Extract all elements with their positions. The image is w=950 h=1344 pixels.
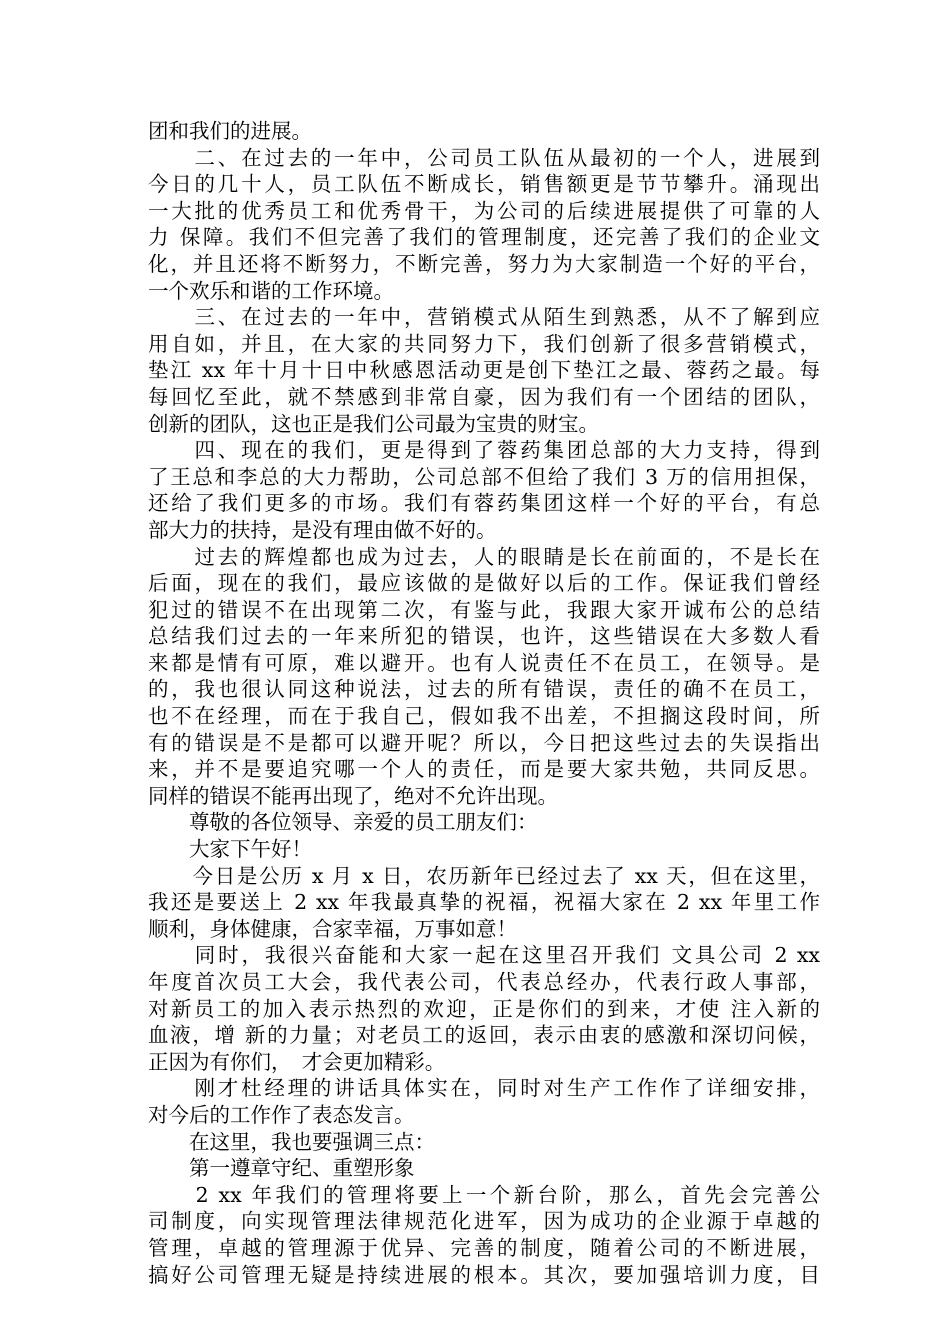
text-line: 司制度，向实现管理法律规范化进军，因为成功的企业源于卓越的 (148, 1209, 820, 1234)
text-line: 部大力的扶持，是没有理由做不好的。 (148, 517, 497, 542)
text-line: 对新员工的加入表示热烈的欢迎，正是你们的到来，才使 注入新的 (148, 996, 820, 1021)
text-line: 犯过的错误不在出现第二次，有鉴与此，我跟大家开诚布公的总结 (148, 597, 820, 622)
text-line: 今日是公历 x 月 x 日，农历新年已经过去了 xx 天，但在这里， (148, 863, 820, 888)
text-line: 我还是要送上 2 xx 年我最真挚的祝福，祝福大家在 2 xx 年里工作 (148, 890, 820, 915)
text-line: 用自如，并且，在大家的共同努力下，我们创新了很多营销模式， (148, 331, 820, 356)
text-line: 过去的辉煌都也成为过去，人的眼睛是长在前面的，不是长在 (148, 544, 820, 569)
text-line: 管理，卓越的管理源于优异、完善的制度，随着公司的不断进展， (148, 1235, 820, 1260)
text-line: 三、在过去的一年中，营销模式从陌生到熟悉，从不了解到应 (148, 305, 820, 330)
text-line: 也不在经理，而在于我自己，假如我不出差，不担搁这段时间，所 (148, 704, 820, 729)
text-line: 尊敬的各位领导、亲爱的员工朋友们： (148, 810, 538, 835)
text-line: 的，我也很认同这种说法，过去的所有错误，责任的确不在员工， (148, 677, 820, 702)
text-line: 后面，现在的我们，最应该做的是做好以后的工作。保证我们曾经 (148, 571, 820, 596)
text-line: 创新的团队，这也正是我们公司最为宝贵的财宝。 (148, 411, 599, 436)
text-line: 总结我们过去的一年来所犯的错误，也许，这些错误在大多数人看 (148, 624, 820, 649)
text-line: 垫江 xx 年十月十日中秋感恩活动更是创下垫江之最、蓉药之最。每 (148, 358, 820, 383)
text-line: 来都是情有可原，难以避开。也有人说责任不在员工，在领导。是 (148, 650, 820, 675)
text-line: 大家下午好！ (148, 837, 312, 862)
text-line: 2 xx 年我们的管理将要上一个新台阶，那么，首先会完善公 (148, 1182, 820, 1207)
text-line: 一大批的优秀员工和优秀骨干，为公司的后续进展提供了可靠的人 (148, 198, 820, 223)
text-line: 正因为有你们， 才会更加精彩。 (148, 1049, 446, 1074)
text-line: 二、在过去的一年中，公司员工队伍从最初的一个人，进展到 (148, 145, 820, 170)
text-line: 了王总和李总的大力帮助，公司总部不但给了我们 3 万的信用担保， (148, 464, 820, 489)
text-line: 在这里，我也要强调三点： (148, 1129, 435, 1154)
text-line: 今日的几十人，员工队伍不断成长，销售额更是节节攀升。涌现出 (148, 172, 820, 197)
text-line: 还给了我们更多的市场。我们有蓉药集团这样一个好的平台，有总 (148, 491, 820, 516)
document-body (148, 118, 820, 1288)
text-line: 团和我们的进展。 (148, 119, 312, 143)
text-line: 搞好公司管理无疑是持续进展的根本。其次，要加强培训力度，目 (148, 1262, 820, 1287)
text-line: 同时，我很兴奋能和大家一起在这里召开我们 文具公司 2 xx (148, 943, 820, 968)
text-line: 化，并且还将不断努力，不断完善，努力为大家制造一个好的平台， (148, 251, 820, 276)
text-line: 顺利，身体健康，合家幸福，万事如意！ (148, 916, 517, 941)
text-line: 来，并不是要追究哪一个人的责任，而是要大家共勉，共同反思。 (148, 757, 820, 782)
text-line: 力 保障。我们不但完善了我们的管理制度，还完善了我们的企业文 (148, 225, 820, 250)
text-line: 第一遵章守纪、重塑形象 (148, 1156, 415, 1181)
text-line: 对今后的工作作了表态发言。 (148, 1102, 415, 1127)
text-line: 四、现在的我们，更是得到了蓉药集团总部的大力支持，得到 (148, 438, 820, 463)
text-line: 每回忆至此，就不禁感到非常自豪，因为我们有一个团结的团队， (148, 384, 820, 409)
text-line: 血液，增 新的力量；对老员工的返回，表示由衷的感激和深切问候， (148, 1023, 820, 1048)
text-line: 有的错误是不是都可以避开呢？所以，今日把这些过去的失误指出 (148, 730, 820, 755)
text-line: 年度首次员工大会，我代表公司，代表总经办，代表行政人事部， (148, 970, 820, 994)
text-line: 同样的错误不能再出现了，绝对不允许出现。 (148, 783, 558, 808)
text-line: 一个欢乐和谐的工作环境。 (148, 278, 394, 303)
text-line: 刚才杜经理的讲话具体实在，同时对生产工作作了详细安排， (148, 1076, 820, 1101)
